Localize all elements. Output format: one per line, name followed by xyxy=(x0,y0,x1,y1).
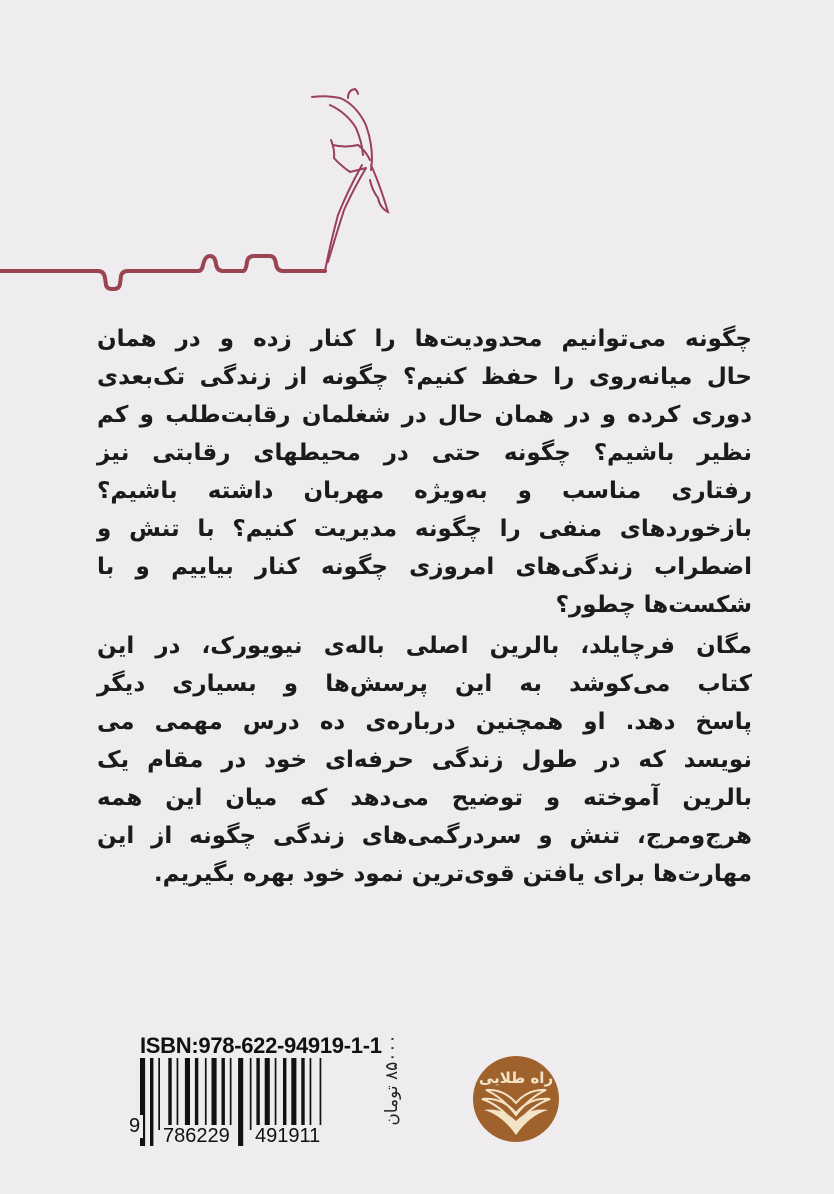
barcode-bar xyxy=(291,1058,296,1130)
publisher-logo xyxy=(472,1055,560,1143)
text-line: هرج‌ومرج، تنش و سردرگمی‌های زندگی چگونه از این xyxy=(97,823,752,849)
barcode-bar xyxy=(177,1058,179,1130)
barcode-lead-digit: 9 xyxy=(126,1115,143,1138)
barcode-bar xyxy=(150,1058,153,1146)
text-line: مهارت‌ها برای یافتن قوی‌ترین نمود خود بهره بگیریم. xyxy=(153,861,752,887)
text-line: بازخوردهای منفی را چگونه مدیریت کنیم؟ با تنش و xyxy=(97,516,752,542)
description-paragraph-2 xyxy=(97,627,752,893)
barcode-bar xyxy=(222,1058,225,1130)
text-line: چگونه می‌توانیم محدودیت‌ها را کنار زده و در همان xyxy=(97,326,752,352)
text-line: کتاب می‌کوشد به این پرسش‌ها و بسیاری دیگر xyxy=(97,671,752,697)
ballerina-line-illustration xyxy=(0,0,834,320)
ground-line xyxy=(0,256,325,289)
barcode-bar xyxy=(265,1058,270,1130)
barcode-bar xyxy=(301,1058,304,1130)
text-line: نویسد که در طول زندگی حرفه‌ای خود در مقام یک xyxy=(97,747,752,773)
barcode-bar xyxy=(283,1058,286,1130)
barcode-bar xyxy=(230,1058,232,1130)
description-paragraph-1 xyxy=(97,320,752,624)
barcode-bar xyxy=(195,1058,198,1130)
text-line: پاسخ دهد. او همچنین درباره‌ی ده درس مهمی می xyxy=(97,709,752,735)
text-line: رفتاری مناسب و به‌ویژه مهربان داشته باشیم؟ xyxy=(97,478,752,504)
barcode-bar xyxy=(158,1058,160,1130)
text-line: دوری کرده و در همان حال در شغلمان رقابت‌طلب و کم xyxy=(97,402,752,428)
text-line: بالرین آموخته و توضیح می‌دهد که میان این همه xyxy=(97,785,752,811)
text-line: نظیر باشیم؟ چگونه حتی در محیطهای رقابتی نیز xyxy=(97,440,752,466)
barcode-bar xyxy=(250,1058,252,1130)
barcode-bar xyxy=(275,1058,277,1130)
isbn-label: ISBN:978-622-94919-1-1 xyxy=(140,1033,382,1058)
barcode-bar xyxy=(168,1058,171,1130)
barcode-bar xyxy=(185,1058,190,1130)
barcode-bar xyxy=(205,1058,207,1130)
barcode-group-1: 786229 xyxy=(160,1125,233,1148)
barcode-bar xyxy=(310,1058,312,1130)
barcode-bar xyxy=(238,1058,243,1146)
text-line: شکست‌ها چطور؟ xyxy=(555,592,752,618)
text-line: حال میانه‌روی را حفظ کنیم؟ چگونه از زندگی تک‌بعدی xyxy=(97,364,752,390)
barcode-bar xyxy=(256,1058,259,1130)
ballerina-figure xyxy=(312,89,388,271)
text-line: اضطراب زندگی‌های امروزی چگونه کنار بیاییم و با xyxy=(97,554,752,580)
publisher-logo-text: راه طلایی xyxy=(478,1069,554,1087)
barcode-group-2: 491911 xyxy=(252,1125,323,1148)
barcode-bar xyxy=(212,1058,217,1130)
price-label: ۸۵۰۰۰ تومان xyxy=(382,1034,402,1126)
text-line: مگان فرچایلد، بالرین اصلی باله‌ی نیویورک، در این xyxy=(97,633,752,659)
